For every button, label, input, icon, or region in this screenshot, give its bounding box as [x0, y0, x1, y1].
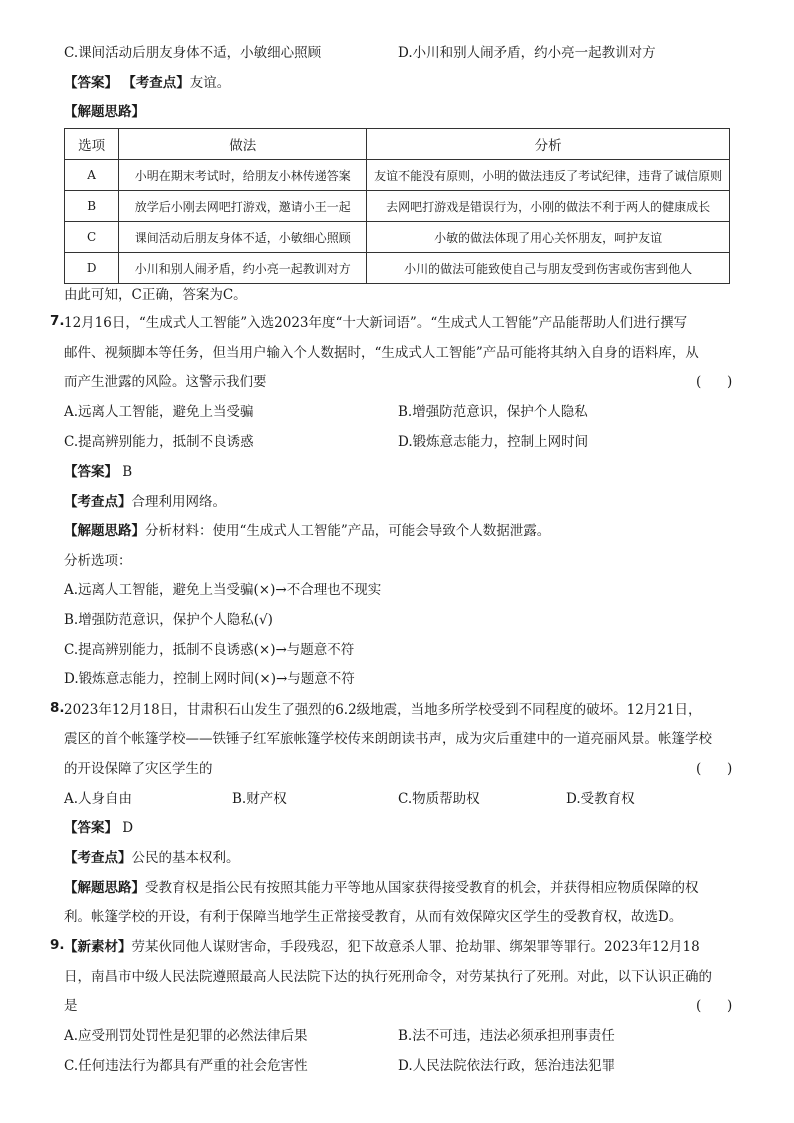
q7-silu-line	[64, 521, 550, 541]
table-cell: 小明在期末考试时，给朋友小林传递答案	[119, 160, 367, 191]
q9-stem-text: 劳某伙同他人谋财害命，手段残忍，犯下故意杀人罪、抢劫罪、绑架罪等罪行。2023年12月18	[131, 939, 700, 955]
q6-conclusion: 由此可知，C正确，答案为C。	[64, 287, 247, 303]
q7-option-a: A.远离人工智能，避免上当受骗	[64, 404, 254, 420]
q8-answer-line	[64, 818, 133, 838]
q7-analysis-item: D.锻炼意志能力，控制上网时间(×)→与题意不符	[64, 671, 355, 687]
answer-label: 【答案】	[64, 820, 118, 836]
new-material-tag: 【新素材】	[64, 939, 132, 955]
q9-stem-line: 是	[64, 998, 78, 1014]
q6-option-c: C.课间活动后朋友身体不适，小敏细心照顾	[64, 45, 322, 61]
table-cell: 小川和别人闹矛盾，约小亮一起教训对方	[119, 253, 367, 284]
q7-kaocha-line	[64, 492, 226, 512]
table-cell: B	[65, 191, 119, 222]
q6-option-d: D.小川和别人闹矛盾，约小亮一起教训对方	[398, 45, 656, 61]
q7-number: 7.	[50, 313, 65, 329]
q7-option-d: D.锻炼意志能力，控制上网时间	[398, 434, 589, 450]
silu-label: 【解题思路】	[64, 880, 145, 896]
kaocha-label: 【考查点】	[64, 494, 132, 510]
q7-answer-line	[64, 462, 132, 482]
q7-option-c: C.提高辨别能力，抵制不良诱惑	[64, 434, 254, 450]
q7-analysis-item: C.提高辨别能力，抵制不良诱惑(×)→与题意不符	[64, 642, 355, 658]
q9-number: 9.	[50, 937, 65, 953]
q9-option-a: A.应受刑罚处罚性是犯罪的必然法律后果	[64, 1028, 308, 1044]
table-row	[65, 160, 730, 191]
table-cell: 课间活动后朋友身体不适，小敏细心照顾	[119, 222, 367, 253]
q8-silu-line	[64, 878, 699, 898]
table-header: 选项	[65, 129, 119, 160]
q9-option-b: B.法不可违，违法必须承担刑事责任	[398, 1028, 615, 1044]
table-cell: C	[65, 222, 119, 253]
silu-value: 受教育权是指公民有按照其能力平等地从国家获得接受教育的机会，并获得相应物质保障的权	[145, 880, 699, 896]
silu-label: 【解题思路】	[64, 104, 145, 120]
analysis-table	[64, 128, 730, 284]
q9-answer-blank: ( )	[696, 998, 733, 1014]
kaocha-value: 公民的基本权利。	[131, 850, 240, 866]
table-row	[65, 253, 730, 284]
q8-stem-line: 2023年12月18日，甘肃积石山发生了强烈的6.2级地震，当地多所学校受到不同程度的破坏。12月21日，	[64, 702, 702, 718]
q8-option-b: B.财产权	[232, 791, 287, 807]
q8-silu-line-2: 利。帐篷学校的开设，有利于保障当地学生正常接受教育，从而有效保障灾区学生的受教育权，故选D。	[64, 909, 683, 925]
answer-label: 【答案】	[64, 75, 118, 91]
q7-stem-line: 12月16日，“生成式人工智能”入选2023年度“十大新词语”。“生成式人工智能”产品能帮助人们进行撰写	[64, 315, 688, 331]
q7-stem-line: 而产生泄露的风险。这警示我们要	[64, 374, 267, 390]
q8-stem-line: 震区的首个帐篷学校——铁锤子红军旅帐篷学校传来朗朗读书声，成为灾后重建中的一道亮丽风景。帐篷学校	[64, 731, 712, 747]
q8-option-c: C.物质帮助权	[398, 791, 480, 807]
table-header-row	[65, 129, 730, 160]
answer-value: D	[118, 820, 134, 836]
q7-answer-blank: ( )	[696, 374, 733, 390]
table-header: 分析	[367, 129, 730, 160]
table-cell: 友谊不能没有原则，小明的做法违反了考试纪律，违背了诚信原则	[367, 160, 730, 191]
table-row	[65, 222, 730, 253]
q7-analysis-title: 分析选项：	[64, 553, 132, 569]
q8-stem-line: 的开设保障了灾区学生的	[64, 761, 213, 777]
q7-option-b: B.增强防范意识，保护个人隐私	[398, 404, 588, 420]
table-row	[65, 191, 730, 222]
table-cell: 去网吧打游戏是错误行为，小刚的做法不利于两人的健康成长	[367, 191, 730, 222]
kaocha-label: 【考查点】	[122, 75, 190, 91]
q8-answer-blank: ( )	[696, 761, 733, 777]
answer-label: 【答案】	[64, 464, 118, 480]
table-header: 做法	[119, 129, 367, 160]
kaocha-label: 【考查点】	[64, 850, 132, 866]
q6-answer-line	[64, 73, 230, 93]
q7-analysis-item: A.远离人工智能，避免上当受骗(×)→不合理也不现实	[64, 582, 382, 598]
q9-stem-line: 日，南昌市中级人民法院遵照最高人民法院下达的执行死刑命令，对劳某执行了死刑。对此，以下认识正确的	[64, 969, 712, 985]
silu-value: 分析材料：使用“生成式人工智能”产品，可能会导致个人数据泄露。	[145, 523, 551, 539]
q6-silu-line	[64, 102, 145, 122]
q8-number: 8.	[50, 700, 65, 716]
q8-option-d: D.受教育权	[566, 791, 635, 807]
q9-option-c: C.任何违法行为都具有严重的社会危害性	[64, 1058, 308, 1074]
table-cell: 小川的做法可能致使自己与朋友受到伤害或伤害到他人	[367, 253, 730, 284]
q9-option-d: D.人民法院依法行政，惩治违法犯罪	[398, 1058, 616, 1074]
kaocha-value: 合理利用网络。	[131, 494, 226, 510]
q7-analysis-item: B.增强防范意识，保护个人隐私(√)	[64, 612, 273, 628]
answer-value: B	[118, 464, 133, 480]
q7-stem-line: 邮件、视频脚本等任务，但当用户输入个人数据时，“生成式人工智能”产品可能将其纳入自身的语料库，从	[64, 345, 699, 361]
q8-option-a: A.人身自由	[64, 791, 133, 807]
table-cell: 小敏的做法体现了用心关怀朋友，呵护友谊	[367, 222, 730, 253]
table-cell: A	[65, 160, 119, 191]
q8-kaocha-line	[64, 848, 240, 868]
kaocha-value: 友谊。	[189, 75, 231, 91]
silu-label: 【解题思路】	[64, 523, 145, 539]
table-cell: 放学后小刚去网吧打游戏，邀请小王一起	[119, 191, 367, 222]
q9-stem-line	[64, 937, 700, 957]
table-cell: D	[65, 253, 119, 284]
